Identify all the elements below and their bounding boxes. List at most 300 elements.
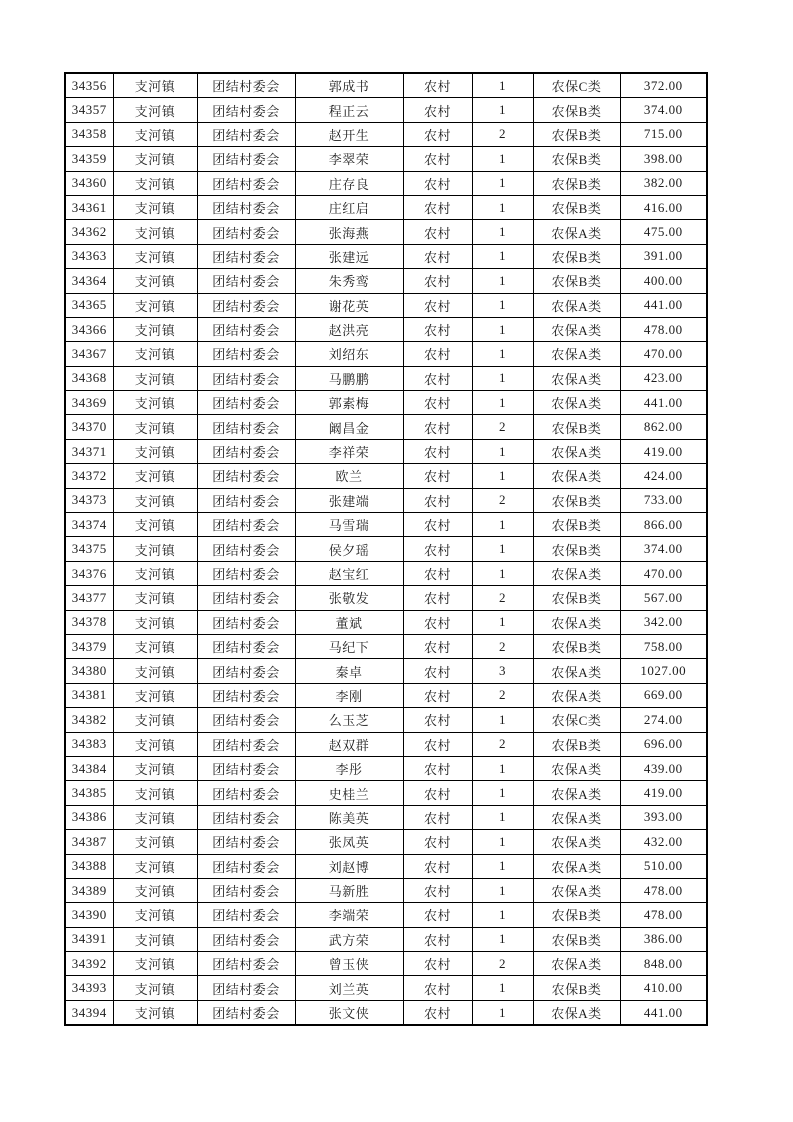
cell-person-name: 刘兰英 — [295, 976, 403, 1000]
cell-amount: 400.00 — [620, 269, 707, 293]
cell-town: 支河镇 — [113, 805, 197, 829]
cell-amount: 374.00 — [620, 98, 707, 122]
cell-person-name: 武方荣 — [295, 927, 403, 951]
cell-amount: 470.00 — [620, 342, 707, 366]
table-row — [65, 464, 707, 488]
cell-amount: 510.00 — [620, 854, 707, 878]
cell-record-id: 34376 — [65, 561, 113, 585]
cell-insurance-category: 农保B类 — [533, 98, 620, 122]
cell-town: 支河镇 — [113, 464, 197, 488]
cell-town: 支河镇 — [113, 513, 197, 537]
cell-residence-type: 农村 — [403, 147, 472, 171]
cell-person-count: 1 — [472, 878, 533, 902]
table-row — [65, 317, 707, 341]
cell-residence-type: 农村 — [403, 220, 472, 244]
cell-amount: 342.00 — [620, 610, 707, 634]
cell-village-committee: 团结村委会 — [197, 732, 295, 756]
cell-residence-type: 农村 — [403, 391, 472, 415]
cell-residence-type: 农村 — [403, 610, 472, 634]
cell-village-committee: 团结村委会 — [197, 781, 295, 805]
cell-insurance-category: 农保A类 — [533, 366, 620, 390]
cell-village-committee: 团结村委会 — [197, 220, 295, 244]
cell-residence-type: 农村 — [403, 878, 472, 902]
cell-insurance-category: 农保B类 — [533, 171, 620, 195]
cell-amount: 441.00 — [620, 1000, 707, 1025]
cell-residence-type: 农村 — [403, 195, 472, 219]
table-row — [65, 244, 707, 268]
cell-village-committee: 团结村委会 — [197, 464, 295, 488]
cell-village-committee: 团结村委会 — [197, 634, 295, 658]
cell-person-count: 1 — [472, 805, 533, 829]
cell-village-committee: 团结村委会 — [197, 903, 295, 927]
cell-record-id: 34388 — [65, 854, 113, 878]
cell-residence-type: 农村 — [403, 805, 472, 829]
cell-person-name: 史桂兰 — [295, 781, 403, 805]
cell-village-committee: 团结村委会 — [197, 73, 295, 98]
cell-person-count: 2 — [472, 122, 533, 146]
cell-person-count: 1 — [472, 513, 533, 537]
cell-person-name: 张海燕 — [295, 220, 403, 244]
cell-town: 支河镇 — [113, 366, 197, 390]
cell-residence-type: 农村 — [403, 781, 472, 805]
cell-amount: 410.00 — [620, 976, 707, 1000]
cell-person-count: 1 — [472, 927, 533, 951]
cell-village-committee: 团结村委会 — [197, 1000, 295, 1025]
table-row — [65, 634, 707, 658]
cell-town: 支河镇 — [113, 683, 197, 707]
cell-insurance-category: 农保A类 — [533, 464, 620, 488]
cell-residence-type: 农村 — [403, 73, 472, 98]
cell-amount: 733.00 — [620, 488, 707, 512]
cell-person-count: 1 — [472, 464, 533, 488]
cell-record-id: 34372 — [65, 464, 113, 488]
table-row — [65, 561, 707, 585]
cell-person-count: 2 — [472, 952, 533, 976]
cell-town: 支河镇 — [113, 878, 197, 902]
cell-amount: 715.00 — [620, 122, 707, 146]
cell-town: 支河镇 — [113, 98, 197, 122]
cell-amount: 398.00 — [620, 147, 707, 171]
cell-insurance-category: 农保C类 — [533, 73, 620, 98]
cell-residence-type: 农村 — [403, 244, 472, 268]
cell-person-name: 刘绍东 — [295, 342, 403, 366]
table-row — [65, 122, 707, 146]
cell-amount: 439.00 — [620, 756, 707, 780]
table-row — [65, 756, 707, 780]
table-row — [65, 952, 707, 976]
cell-person-name: 朱秀鸾 — [295, 269, 403, 293]
cell-person-count: 1 — [472, 366, 533, 390]
cell-person-count: 1 — [472, 317, 533, 341]
cell-person-name: 庄存良 — [295, 171, 403, 195]
table-row — [65, 391, 707, 415]
cell-person-count: 1 — [472, 171, 533, 195]
cell-record-id: 34373 — [65, 488, 113, 512]
cell-amount: 386.00 — [620, 927, 707, 951]
cell-village-committee: 团结村委会 — [197, 586, 295, 610]
cell-residence-type: 农村 — [403, 756, 472, 780]
cell-town: 支河镇 — [113, 415, 197, 439]
cell-insurance-category: 农保B类 — [533, 586, 620, 610]
cell-person-count: 1 — [472, 293, 533, 317]
cell-record-id: 34375 — [65, 537, 113, 561]
cell-town: 支河镇 — [113, 73, 197, 98]
cell-record-id: 34362 — [65, 220, 113, 244]
cell-record-id: 34392 — [65, 952, 113, 976]
cell-village-committee: 团结村委会 — [197, 927, 295, 951]
cell-town: 支河镇 — [113, 122, 197, 146]
cell-person-name: 张建端 — [295, 488, 403, 512]
cell-person-name: 李刚 — [295, 683, 403, 707]
cell-village-committee: 团结村委会 — [197, 952, 295, 976]
cell-town: 支河镇 — [113, 903, 197, 927]
cell-town: 支河镇 — [113, 708, 197, 732]
cell-person-name: 程正云 — [295, 98, 403, 122]
cell-residence-type: 农村 — [403, 976, 472, 1000]
cell-person-name: 马鹏鹏 — [295, 366, 403, 390]
benefit-record-table — [64, 72, 708, 1026]
cell-person-name: 马雪瑞 — [295, 513, 403, 537]
cell-insurance-category: 农保A类 — [533, 439, 620, 463]
table-row — [65, 586, 707, 610]
cell-record-id: 34385 — [65, 781, 113, 805]
cell-town: 支河镇 — [113, 293, 197, 317]
cell-amount: 696.00 — [620, 732, 707, 756]
cell-person-name: 曾玉侠 — [295, 952, 403, 976]
cell-person-name: 郭素梅 — [295, 391, 403, 415]
cell-insurance-category: 农保A类 — [533, 952, 620, 976]
cell-person-count: 2 — [472, 634, 533, 658]
cell-person-count: 1 — [472, 98, 533, 122]
cell-record-id: 34391 — [65, 927, 113, 951]
cell-town: 支河镇 — [113, 220, 197, 244]
cell-amount: 758.00 — [620, 634, 707, 658]
cell-record-id: 34387 — [65, 830, 113, 854]
cell-person-count: 1 — [472, 537, 533, 561]
cell-village-committee: 团结村委会 — [197, 122, 295, 146]
cell-town: 支河镇 — [113, 830, 197, 854]
cell-record-id: 34367 — [65, 342, 113, 366]
cell-record-id: 34359 — [65, 147, 113, 171]
table-row — [65, 683, 707, 707]
cell-town: 支河镇 — [113, 244, 197, 268]
cell-residence-type: 农村 — [403, 122, 472, 146]
cell-amount: 475.00 — [620, 220, 707, 244]
cell-town: 支河镇 — [113, 269, 197, 293]
cell-person-name: 李端荣 — [295, 903, 403, 927]
cell-insurance-category: 农保A类 — [533, 610, 620, 634]
cell-insurance-category: 农保A类 — [533, 561, 620, 585]
cell-residence-type: 农村 — [403, 171, 472, 195]
cell-amount: 374.00 — [620, 537, 707, 561]
cell-record-id: 34390 — [65, 903, 113, 927]
cell-person-name: 庄红启 — [295, 195, 403, 219]
cell-residence-type: 农村 — [403, 854, 472, 878]
cell-village-committee: 团结村委会 — [197, 269, 295, 293]
cell-residence-type: 农村 — [403, 464, 472, 488]
cell-record-id: 34378 — [65, 610, 113, 634]
cell-town: 支河镇 — [113, 488, 197, 512]
cell-insurance-category: 农保A类 — [533, 342, 620, 366]
cell-person-count: 1 — [472, 147, 533, 171]
cell-record-id: 34357 — [65, 98, 113, 122]
table-row — [65, 537, 707, 561]
cell-residence-type: 农村 — [403, 488, 472, 512]
cell-town: 支河镇 — [113, 317, 197, 341]
cell-residence-type: 农村 — [403, 634, 472, 658]
cell-record-id: 34393 — [65, 976, 113, 1000]
cell-insurance-category: 农保B类 — [533, 513, 620, 537]
cell-record-id: 34358 — [65, 122, 113, 146]
cell-village-committee: 团结村委会 — [197, 293, 295, 317]
cell-village-committee: 团结村委会 — [197, 415, 295, 439]
cell-insurance-category: 农保B类 — [533, 927, 620, 951]
cell-village-committee: 团结村委会 — [197, 342, 295, 366]
cell-village-committee: 团结村委会 — [197, 147, 295, 171]
cell-residence-type: 农村 — [403, 561, 472, 585]
cell-insurance-category: 农保A类 — [533, 756, 620, 780]
cell-town: 支河镇 — [113, 171, 197, 195]
cell-person-name: 张凤英 — [295, 830, 403, 854]
cell-village-committee: 团结村委会 — [197, 683, 295, 707]
cell-amount: 419.00 — [620, 439, 707, 463]
cell-record-id: 34382 — [65, 708, 113, 732]
cell-insurance-category: 农保A类 — [533, 220, 620, 244]
cell-residence-type: 农村 — [403, 269, 472, 293]
cell-town: 支河镇 — [113, 561, 197, 585]
table-row — [65, 781, 707, 805]
cell-insurance-category: 农保A类 — [533, 683, 620, 707]
cell-insurance-category: 农保A类 — [533, 293, 620, 317]
cell-record-id: 34363 — [65, 244, 113, 268]
cell-person-count: 1 — [472, 756, 533, 780]
cell-residence-type: 农村 — [403, 415, 472, 439]
cell-amount: 862.00 — [620, 415, 707, 439]
cell-residence-type: 农村 — [403, 513, 472, 537]
cell-village-committee: 团结村委会 — [197, 659, 295, 683]
cell-person-count: 1 — [472, 561, 533, 585]
cell-residence-type: 农村 — [403, 683, 472, 707]
cell-town: 支河镇 — [113, 439, 197, 463]
cell-person-count: 1 — [472, 391, 533, 415]
cell-insurance-category: 农保B类 — [533, 488, 620, 512]
cell-record-id: 34374 — [65, 513, 113, 537]
cell-village-committee: 团结村委会 — [197, 366, 295, 390]
cell-amount: 866.00 — [620, 513, 707, 537]
cell-insurance-category: 农保A类 — [533, 854, 620, 878]
cell-village-committee: 团结村委会 — [197, 513, 295, 537]
cell-residence-type: 农村 — [403, 927, 472, 951]
table-row — [65, 147, 707, 171]
cell-record-id: 34377 — [65, 586, 113, 610]
cell-village-committee: 团结村委会 — [197, 756, 295, 780]
cell-residence-type: 农村 — [403, 293, 472, 317]
cell-village-committee: 团结村委会 — [197, 610, 295, 634]
cell-record-id: 34379 — [65, 634, 113, 658]
cell-town: 支河镇 — [113, 610, 197, 634]
cell-residence-type: 农村 — [403, 342, 472, 366]
cell-person-name: 么玉芝 — [295, 708, 403, 732]
cell-amount: 274.00 — [620, 708, 707, 732]
cell-person-count: 1 — [472, 781, 533, 805]
cell-person-count: 1 — [472, 854, 533, 878]
cell-village-committee: 团结村委会 — [197, 488, 295, 512]
cell-person-name: 赵双群 — [295, 732, 403, 756]
cell-person-name: 谢花英 — [295, 293, 403, 317]
cell-record-id: 34371 — [65, 439, 113, 463]
cell-town: 支河镇 — [113, 537, 197, 561]
table-row — [65, 878, 707, 902]
cell-residence-type: 农村 — [403, 952, 472, 976]
cell-record-id: 34370 — [65, 415, 113, 439]
cell-residence-type: 农村 — [403, 537, 472, 561]
cell-record-id: 34381 — [65, 683, 113, 707]
table-row — [65, 195, 707, 219]
cell-person-count: 1 — [472, 220, 533, 244]
cell-town: 支河镇 — [113, 952, 197, 976]
cell-village-committee: 团结村委会 — [197, 708, 295, 732]
cell-insurance-category: 农保A类 — [533, 1000, 620, 1025]
cell-village-committee: 团结村委会 — [197, 244, 295, 268]
cell-record-id: 34384 — [65, 756, 113, 780]
cell-amount: 478.00 — [620, 317, 707, 341]
cell-person-count: 1 — [472, 439, 533, 463]
cell-amount: 372.00 — [620, 73, 707, 98]
table-body — [65, 73, 707, 1025]
cell-person-count: 2 — [472, 586, 533, 610]
table-row — [65, 342, 707, 366]
cell-village-committee: 团结村委会 — [197, 439, 295, 463]
cell-record-id: 34386 — [65, 805, 113, 829]
cell-town: 支河镇 — [113, 634, 197, 658]
table-row — [65, 98, 707, 122]
cell-residence-type: 农村 — [403, 317, 472, 341]
table-row — [65, 293, 707, 317]
cell-village-committee: 团结村委会 — [197, 391, 295, 415]
cell-village-committee: 团结村委会 — [197, 317, 295, 341]
cell-record-id: 34383 — [65, 732, 113, 756]
cell-residence-type: 农村 — [403, 439, 472, 463]
cell-amount: 423.00 — [620, 366, 707, 390]
cell-person-name: 张文侠 — [295, 1000, 403, 1025]
table-row — [65, 708, 707, 732]
cell-amount: 1027.00 — [620, 659, 707, 683]
cell-record-id: 34369 — [65, 391, 113, 415]
cell-record-id: 34380 — [65, 659, 113, 683]
cell-person-count: 2 — [472, 415, 533, 439]
cell-amount: 416.00 — [620, 195, 707, 219]
table-row — [65, 439, 707, 463]
cell-village-committee: 团结村委会 — [197, 830, 295, 854]
cell-amount: 432.00 — [620, 830, 707, 854]
cell-record-id: 34360 — [65, 171, 113, 195]
cell-insurance-category: 农保A类 — [533, 317, 620, 341]
cell-town: 支河镇 — [113, 781, 197, 805]
cell-insurance-category: 农保A类 — [533, 391, 620, 415]
cell-amount: 391.00 — [620, 244, 707, 268]
cell-amount: 393.00 — [620, 805, 707, 829]
cell-insurance-category: 农保A类 — [533, 781, 620, 805]
cell-person-name: 侯夕瑶 — [295, 537, 403, 561]
table-row — [65, 1000, 707, 1025]
cell-person-count: 1 — [472, 830, 533, 854]
table-row — [65, 610, 707, 634]
table-row — [65, 366, 707, 390]
cell-person-count: 1 — [472, 342, 533, 366]
cell-amount: 441.00 — [620, 391, 707, 415]
cell-town: 支河镇 — [113, 147, 197, 171]
cell-village-committee: 团结村委会 — [197, 171, 295, 195]
cell-person-count: 1 — [472, 903, 533, 927]
cell-insurance-category: 农保B类 — [533, 634, 620, 658]
cell-person-name: 秦卓 — [295, 659, 403, 683]
cell-village-committee: 团结村委会 — [197, 976, 295, 1000]
table-row — [65, 488, 707, 512]
cell-person-name: 陈美英 — [295, 805, 403, 829]
cell-town: 支河镇 — [113, 342, 197, 366]
cell-amount: 424.00 — [620, 464, 707, 488]
cell-person-count: 1 — [472, 195, 533, 219]
table-row — [65, 513, 707, 537]
cell-record-id: 34368 — [65, 366, 113, 390]
cell-amount: 848.00 — [620, 952, 707, 976]
cell-residence-type: 农村 — [403, 366, 472, 390]
cell-residence-type: 农村 — [403, 1000, 472, 1025]
cell-amount: 419.00 — [620, 781, 707, 805]
cell-village-committee: 团结村委会 — [197, 195, 295, 219]
cell-town: 支河镇 — [113, 391, 197, 415]
table-row — [65, 903, 707, 927]
table-row — [65, 976, 707, 1000]
table-row — [65, 415, 707, 439]
cell-amount: 478.00 — [620, 903, 707, 927]
cell-person-count: 1 — [472, 708, 533, 732]
cell-insurance-category: 农保B类 — [533, 903, 620, 927]
cell-person-count: 1 — [472, 73, 533, 98]
cell-residence-type: 农村 — [403, 659, 472, 683]
cell-amount: 669.00 — [620, 683, 707, 707]
table-row — [65, 659, 707, 683]
cell-person-count: 2 — [472, 683, 533, 707]
cell-person-name: 马新胜 — [295, 878, 403, 902]
cell-town: 支河镇 — [113, 195, 197, 219]
cell-town: 支河镇 — [113, 1000, 197, 1025]
cell-record-id: 34389 — [65, 878, 113, 902]
cell-amount: 567.00 — [620, 586, 707, 610]
cell-village-committee: 团结村委会 — [197, 805, 295, 829]
cell-amount: 441.00 — [620, 293, 707, 317]
table-row — [65, 805, 707, 829]
cell-record-id: 34366 — [65, 317, 113, 341]
cell-person-name: 赵洪亮 — [295, 317, 403, 341]
cell-record-id: 34356 — [65, 73, 113, 98]
cell-person-name: 阚昌金 — [295, 415, 403, 439]
cell-record-id: 34394 — [65, 1000, 113, 1025]
table-row — [65, 73, 707, 98]
cell-record-id: 34364 — [65, 269, 113, 293]
cell-person-count: 1 — [472, 1000, 533, 1025]
cell-village-committee: 团结村委会 — [197, 878, 295, 902]
table-row — [65, 830, 707, 854]
cell-person-count: 2 — [472, 732, 533, 756]
cell-insurance-category: 农保A类 — [533, 805, 620, 829]
cell-person-name: 李祥荣 — [295, 439, 403, 463]
cell-person-name: 董斌 — [295, 610, 403, 634]
cell-town: 支河镇 — [113, 659, 197, 683]
cell-amount: 478.00 — [620, 878, 707, 902]
cell-person-name: 李彤 — [295, 756, 403, 780]
cell-insurance-category: 农保B类 — [533, 122, 620, 146]
